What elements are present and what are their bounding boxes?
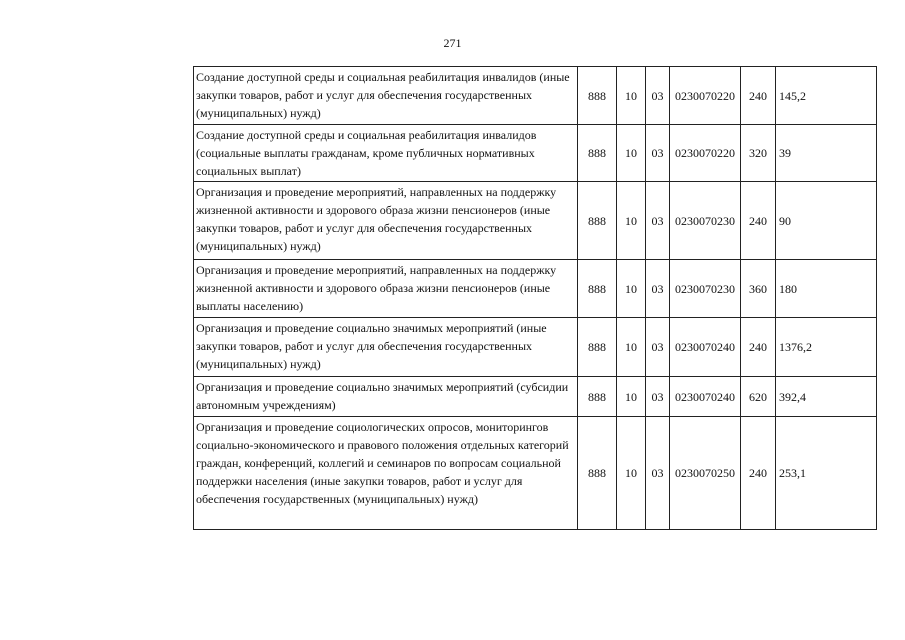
table-row	[194, 377, 877, 417]
section-code-cell: 10	[617, 260, 646, 318]
subsection-code-cell: 03	[646, 67, 670, 125]
amount-cell: 392,4	[776, 377, 877, 417]
expense-type-cell: 240	[741, 417, 776, 530]
section-code-cell: 10	[617, 318, 646, 377]
amount-cell: 253,1	[776, 417, 877, 530]
description-cell: Создание доступной среды и социальная реабилитация инвалидов (иные закупки товаров, работ и услуг для обеспечения государственных (муниципальных) нужд)	[194, 67, 578, 125]
expense-type-cell: 240	[741, 318, 776, 377]
target-article-cell: 0230070230	[670, 182, 741, 260]
ministry-code-cell: 888	[578, 182, 617, 260]
expense-type-cell: 620	[741, 377, 776, 417]
section-code-cell: 10	[617, 417, 646, 530]
description-cell: Организация и проведение мероприятий, направленных на поддержку жизненной активности и здорового образа жизни пенсионеров (иные выплаты населению)	[194, 260, 578, 318]
description-cell: Организация и проведение социологических опросов, мониторингов социально-экономического и правового положения отдельных категорий граждан, конференций, коллегий и семинаров по вопросам социальной поддержки населения (иные закупки товаров, работ и услуг для обеспечения государственных (муниципальных) нужд)	[194, 417, 578, 530]
ministry-code-cell: 888	[578, 417, 617, 530]
amount-cell: 90	[776, 182, 877, 260]
target-article-cell: 0230070240	[670, 377, 741, 417]
subsection-code-cell: 03	[646, 318, 670, 377]
ministry-code-cell: 888	[578, 377, 617, 417]
table-row	[194, 318, 877, 377]
amount-cell: 1376,2	[776, 318, 877, 377]
subsection-code-cell: 03	[646, 377, 670, 417]
target-article-cell: 0230070240	[670, 318, 741, 377]
amount-cell: 145,2	[776, 67, 877, 125]
section-code-cell: 10	[617, 377, 646, 417]
expense-type-cell: 320	[741, 125, 776, 182]
target-article-cell: 0230070220	[670, 67, 741, 125]
ministry-code-cell: 888	[578, 260, 617, 318]
description-cell: Создание доступной среды и социальная реабилитация инвалидов (социальные выплаты гражданам, кроме публичных нормативных социальных выплат)	[194, 125, 578, 182]
target-article-cell: 0230070220	[670, 125, 741, 182]
subsection-code-cell: 03	[646, 125, 670, 182]
section-code-cell: 10	[617, 67, 646, 125]
table-row	[194, 260, 877, 318]
table-row	[194, 67, 877, 125]
description-cell: Организация и проведение социально значимых мероприятий (субсидии автономным учреждениям)	[194, 377, 578, 417]
table-row	[194, 417, 877, 530]
table-row	[194, 125, 877, 182]
subsection-code-cell: 03	[646, 417, 670, 530]
budget-table	[193, 66, 877, 530]
section-code-cell: 10	[617, 125, 646, 182]
ministry-code-cell: 888	[578, 125, 617, 182]
expense-type-cell: 240	[741, 67, 776, 125]
page-number: 271	[443, 36, 462, 50]
amount-cell: 39	[776, 125, 877, 182]
target-article-cell: 0230070230	[670, 260, 741, 318]
expense-type-cell: 360	[741, 260, 776, 318]
subsection-code-cell: 03	[646, 260, 670, 318]
target-article-cell: 0230070250	[670, 417, 741, 530]
section-code-cell: 10	[617, 182, 646, 260]
ministry-code-cell: 888	[578, 318, 617, 377]
table-row	[194, 182, 877, 260]
description-cell: Организация и проведение мероприятий, направленных на поддержку жизненной активности и здорового образа жизни пенсионеров (иные закупки товаров, работ и услуг для обеспечения государственных (муниципальных) нужд)	[194, 182, 578, 260]
amount-cell: 180	[776, 260, 877, 318]
description-cell: Организация и проведение социально значимых мероприятий (иные закупки товаров, работ и услуг для обеспечения государственных (муниципальных) нужд)	[194, 318, 578, 377]
expense-type-cell: 240	[741, 182, 776, 260]
subsection-code-cell: 03	[646, 182, 670, 260]
ministry-code-cell: 888	[578, 67, 617, 125]
